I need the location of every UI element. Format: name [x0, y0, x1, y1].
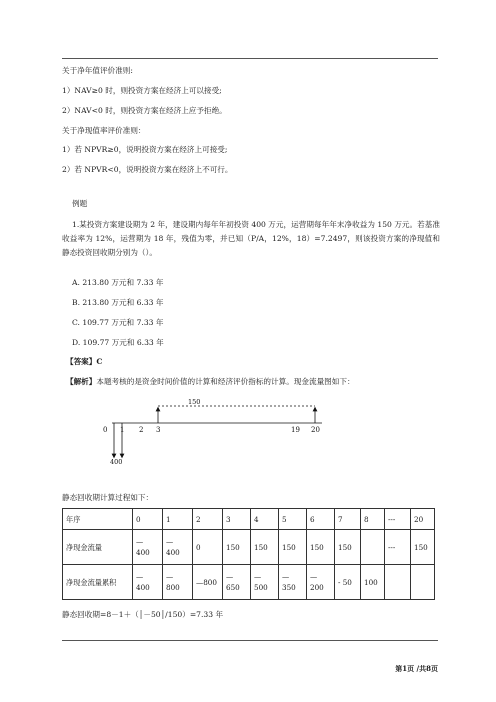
option-label: B.	[72, 298, 80, 307]
question-body: 1.某投资方案建设期为 2 年，建设期内每年年初投资 400 万元，运营期每年年末净收益为 150 万元。若基准收益率为 12%，运营期为 18 年，残值为零，并已知（P/A，12%，18）=7.2497，则该投资方案的净现值和静态投资回收期分别为（）。	[62, 220, 440, 257]
tick-20: 20	[311, 426, 320, 434]
tick-2: 2	[139, 426, 144, 434]
row-label: 净现金流量累积	[63, 565, 133, 600]
answer-value: C	[96, 357, 103, 366]
table-cell: — 800	[163, 565, 193, 600]
heading-npvr-criteria: 关于净现值率评价准则：	[62, 126, 146, 135]
table-cell	[385, 565, 411, 600]
header-cell: 8	[361, 509, 385, 530]
option-label: D.	[72, 338, 81, 347]
header-cell: ---	[385, 509, 411, 530]
option-text: 213.80 万元和 7.33 年	[82, 278, 164, 287]
header-cell: 2	[193, 509, 223, 530]
table-row-cumulative	[63, 565, 435, 600]
table-cell: — 400	[163, 530, 193, 565]
table-cell: — 500	[251, 565, 279, 600]
table-cell: 150	[411, 530, 435, 565]
table-cell: — 200	[307, 565, 335, 600]
tick-3: 3	[156, 426, 161, 434]
option-label: C.	[72, 318, 80, 327]
table-cell: 100	[361, 565, 385, 600]
header-cell: 20	[411, 509, 435, 530]
page-number: 第1页 /共8页	[395, 664, 438, 673]
inflow-label: 150	[188, 398, 201, 406]
table-cell: 150	[335, 530, 361, 565]
table-cell: — 350	[279, 565, 307, 600]
outflow-label: 400	[110, 458, 123, 466]
header-cell: 4	[251, 509, 279, 530]
table-intro: 静态回收期计算过程如下：	[62, 493, 154, 502]
tick-1: 1	[120, 426, 125, 434]
table-header-row	[63, 509, 435, 530]
npvr-rule-1: 1）若 NPVR≥0，说明投资方案在经济上可接受;	[62, 145, 228, 154]
header-cell: 年序	[63, 509, 133, 530]
table-cell: — 400	[133, 565, 163, 600]
analysis-prefix: 【解析】	[66, 377, 97, 386]
header-cell: 3	[223, 509, 251, 530]
option-text: 109.77 万元和 7.33 年	[82, 318, 164, 327]
option-label: A.	[72, 278, 80, 287]
header-cell: 0	[133, 509, 163, 530]
payback-result: 静态回收期=8－1＋（│－50│/150）=7.33 年	[62, 610, 224, 619]
npvr-rule-2: 2）若 NPVR<0，说明投资方案在经济上不可行。	[62, 165, 233, 174]
answer-prefix: 【答案】	[66, 357, 97, 366]
table-cell: 0	[193, 530, 223, 565]
tick-19: 19	[291, 426, 300, 434]
analysis-text: 本题考核的是资金时间价值的计算和经济评价指标的计算。现金流量图如下：	[96, 377, 355, 386]
nav-rule-2: 2）NAV<0 时，则投资方案在经济上应予拒绝。	[62, 106, 227, 115]
table-cell: - 50	[335, 565, 361, 600]
payback-table	[62, 508, 435, 600]
header-cell: 5	[279, 509, 307, 530]
table-row-net-cash-flow	[63, 530, 435, 565]
table-cell: —800	[193, 565, 223, 600]
table-cell: 150	[251, 530, 279, 565]
option-text: 109.77 万元和 6.33 年	[82, 338, 164, 347]
footer-rule	[62, 640, 438, 641]
table-cell: — 400	[133, 530, 163, 565]
heading-nav-criteria: 关于净年值评价准则:	[62, 66, 133, 75]
row-label: 净现金流量	[63, 530, 133, 565]
table-cell	[361, 530, 385, 565]
example-heading: 例题	[72, 199, 88, 208]
nav-rule-1: 1）NAV≥0 时，则投资方案在经济上可以接受;	[62, 86, 222, 95]
table-cell: 150	[279, 530, 307, 565]
header-cell: 7	[335, 509, 361, 530]
tick-0: 0	[103, 426, 108, 434]
option-text: 213.80 万元和 6.33 年	[82, 298, 164, 307]
header-cell: 6	[307, 509, 335, 530]
table-cell	[411, 565, 435, 600]
table-cell: 150	[307, 530, 335, 565]
header-cell: 1	[163, 509, 193, 530]
table-cell: 150	[223, 530, 251, 565]
table-cell: — 650	[223, 565, 251, 600]
table-cell: ---	[385, 530, 411, 565]
